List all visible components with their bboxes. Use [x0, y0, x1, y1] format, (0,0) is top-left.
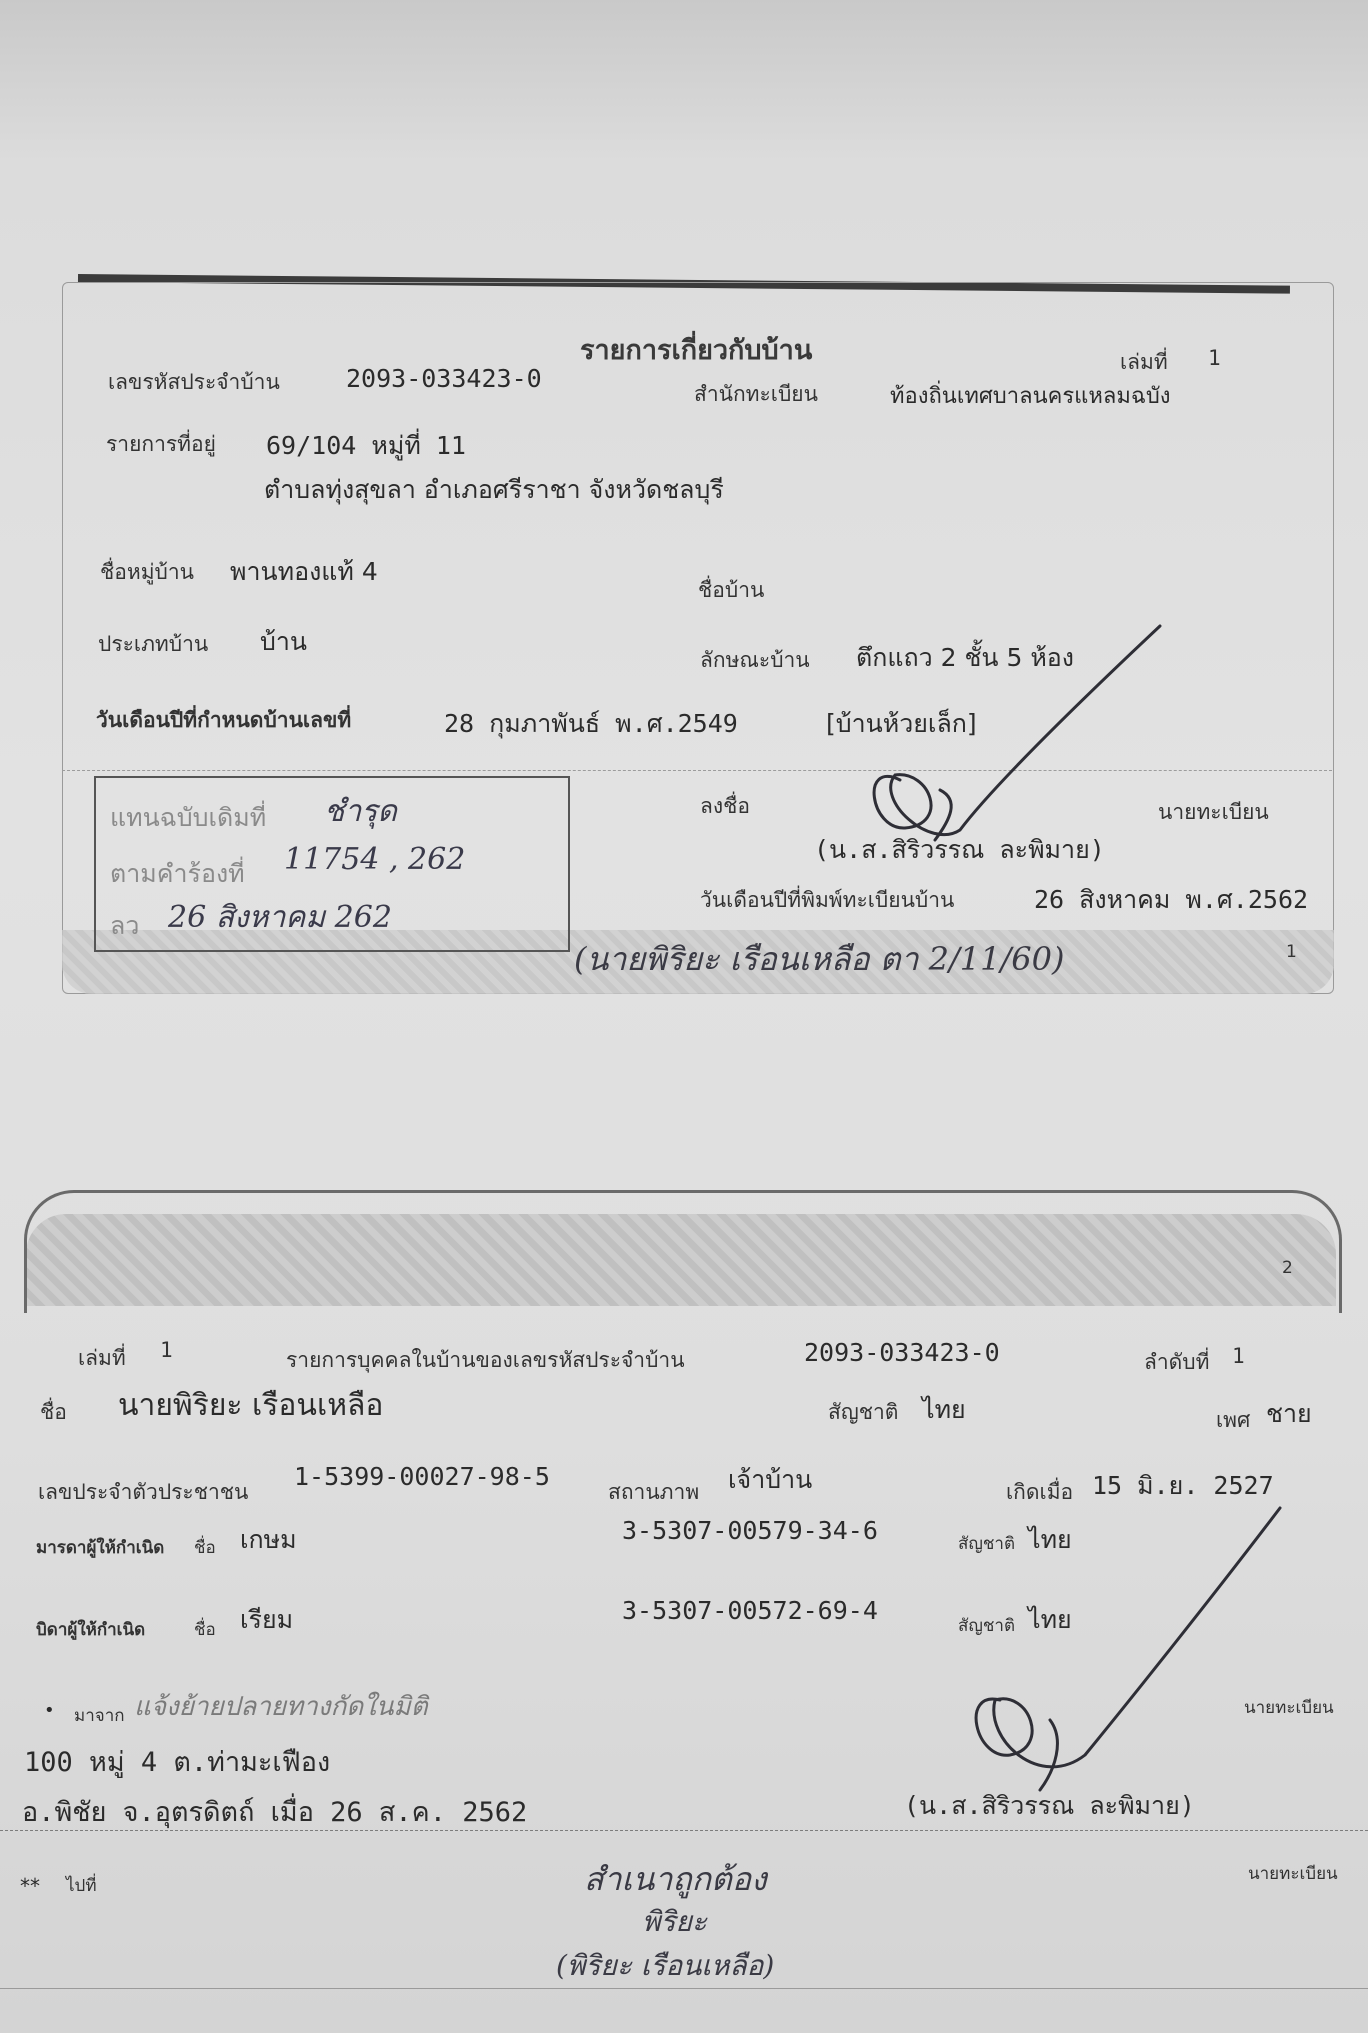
status-label: สถานภาพ — [608, 1480, 700, 1504]
nationality-value: ไทย — [922, 1395, 966, 1424]
former-house-name: [บ้านห้วยเล็ก] — [826, 709, 977, 738]
mother-name: เกษม — [240, 1525, 297, 1554]
certify-signature-text: พิริยะ — [642, 1905, 707, 1938]
handwritten-note: (นายพิริยะ เรือนเหลือ ตา 2/11/60) — [574, 940, 1065, 978]
replacement-request-handwriting: 11754 , 262 — [284, 842, 466, 877]
address-line-2: ตำบลทุ่งสุขลา อำเภอศรีราชา จังหวัดชลบุรี — [264, 475, 724, 504]
father-label: บิดาผู้ให้กำเนิด — [36, 1620, 146, 1640]
father-nationality-label: สัญชาติ — [958, 1616, 1015, 1636]
registrar-name: (น.ส.สิริวรรณ ละพิมาย) — [814, 835, 1105, 864]
person-name: นายพิริยะ เรือนเหลือ — [118, 1388, 384, 1423]
replacement-original-handwriting: ชำรุด — [324, 794, 397, 829]
born-label: เกิดเมื่อ — [1006, 1480, 1074, 1504]
replacement-date-label: ลว — [110, 911, 140, 940]
from-address-line-2: อ.พิชัย จ.อุตรดิตถ์ เมื่อ 26 ส.ค. 2562 — [22, 1797, 528, 1828]
father-name: เรียม — [240, 1605, 294, 1634]
to-label: ไปที่ — [66, 1876, 97, 1896]
certify-full-name: (พิริยะ เรือนเหลือ) — [556, 1949, 775, 1982]
village-label: ชื่อหมู่บ้าน — [100, 560, 195, 584]
assigned-date: 28 กุมภาพันธ์ พ.ศ.2549 — [444, 709, 738, 738]
page-number-1: 1 — [1286, 942, 1297, 962]
father-id: 3-5307-00572-69-4 — [622, 1596, 878, 1625]
to-registrar-title: นายทะเบียน — [1248, 1864, 1338, 1884]
house-style-label: ลักษณะบ้าน — [700, 648, 810, 672]
book-label-2: เล่มที่ — [78, 1346, 126, 1370]
from-address-line-1: 100 หมู่ 4 ต.ท่ามะเฟือง — [24, 1747, 331, 1778]
status-value: เจ้าบ้าน — [728, 1465, 813, 1494]
mother-nationality-label: สัญชาติ — [958, 1534, 1015, 1554]
mother-name-label: ชื่อ — [194, 1538, 216, 1558]
from-bullet: • — [44, 1700, 55, 1721]
order-label: ลำดับที่ — [1144, 1350, 1210, 1374]
from-handwriting: แจ้งย้ายปลายทางกัดในมิติ — [134, 1692, 428, 1722]
id-label: เลขประจำตัวประชาชน — [38, 1480, 249, 1504]
book-label: เล่มที่ — [1120, 350, 1168, 374]
book-number-2: 1 — [160, 1338, 173, 1362]
replacement-request-label: ตามคำร้องที่ — [110, 859, 245, 888]
registrar-name-2: (น.ส.สิริวรรณ ละพิมาย) — [904, 1791, 1195, 1820]
mother-label: มารดาผู้ให้กำเนิด — [36, 1538, 165, 1558]
registrar-signature-2 — [976, 1508, 1280, 1767]
house-code-label: เลขรหัสประจำบ้าน — [108, 370, 280, 394]
from-label: มาจาก — [74, 1706, 125, 1726]
certify-copy-text: สำเนาถูกต้อง — [584, 1860, 767, 1898]
father-name-label: ชื่อ — [194, 1620, 216, 1640]
id-number: 1-5399-00027-98-5 — [294, 1462, 550, 1491]
name-label: ชื่อ — [40, 1400, 67, 1424]
born-date: 15 มิ.ย. 2527 — [1092, 1471, 1274, 1500]
father-nationality: ไทย — [1028, 1605, 1072, 1634]
house-name-label: ชื่อบ้าน — [698, 578, 765, 602]
person-house-code: 2093-033423-0 — [804, 1338, 1000, 1367]
print-date: 26 สิงหาคม พ.ศ.2562 — [1034, 885, 1309, 914]
registry-office-label: สำนักทะเบียน — [694, 382, 818, 406]
house-type-label: ประเภทบ้าน — [98, 632, 209, 656]
address-line-1: 69/104 หมู่ที่ 11 — [266, 431, 466, 460]
assigned-date-label: วันเดือนปีที่กำหนดบ้านเลขที่ — [96, 708, 352, 732]
mother-nationality: ไทย — [1028, 1525, 1072, 1554]
replacement-original-label: แทนฉบับเดิมที่ — [110, 803, 267, 832]
registry-office: ท้องถิ่นเทศบาลนครแหลมฉบัง — [890, 384, 1171, 409]
house-style: ตึกแถว 2 ชั้น 5 ห้อง — [856, 643, 1075, 672]
mother-id: 3-5307-00579-34-6 — [622, 1516, 878, 1545]
house-code: 2093-033423-0 — [346, 364, 542, 393]
signed-label: ลงชื่อ — [700, 794, 750, 818]
print-date-label: วันเดือนปีที่พิมพ์ทะเบียนบ้าน — [700, 888, 955, 912]
order-number: 1 — [1232, 1344, 1245, 1368]
person-list-label: รายการบุคคลในบ้านของเลขรหัสประจำบ้าน — [286, 1348, 685, 1372]
registrar-title-2: นายทะเบียน — [1244, 1698, 1334, 1718]
book-number: 1 — [1208, 346, 1221, 370]
sex-label: เพศ — [1216, 1408, 1251, 1432]
to-marker: ** — [20, 1874, 40, 1898]
registrar-signature-1 — [874, 626, 1160, 835]
nationality-label: สัญชาติ — [828, 1400, 899, 1424]
house-type: บ้าน — [260, 627, 307, 656]
section1-title: รายการเกี่ยวกับบ้าน — [580, 335, 813, 366]
village-name: พานทองแท้ 4 — [230, 557, 378, 586]
page-number-2: 2 — [1282, 1258, 1293, 1278]
sex-value: ชาย — [1266, 1399, 1312, 1428]
address-label: รายการที่อยู่ — [106, 432, 216, 456]
replacement-date-handwriting: 26 สิงหาคม 262 — [168, 900, 392, 935]
registrar-title: นายทะเบียน — [1158, 800, 1269, 824]
